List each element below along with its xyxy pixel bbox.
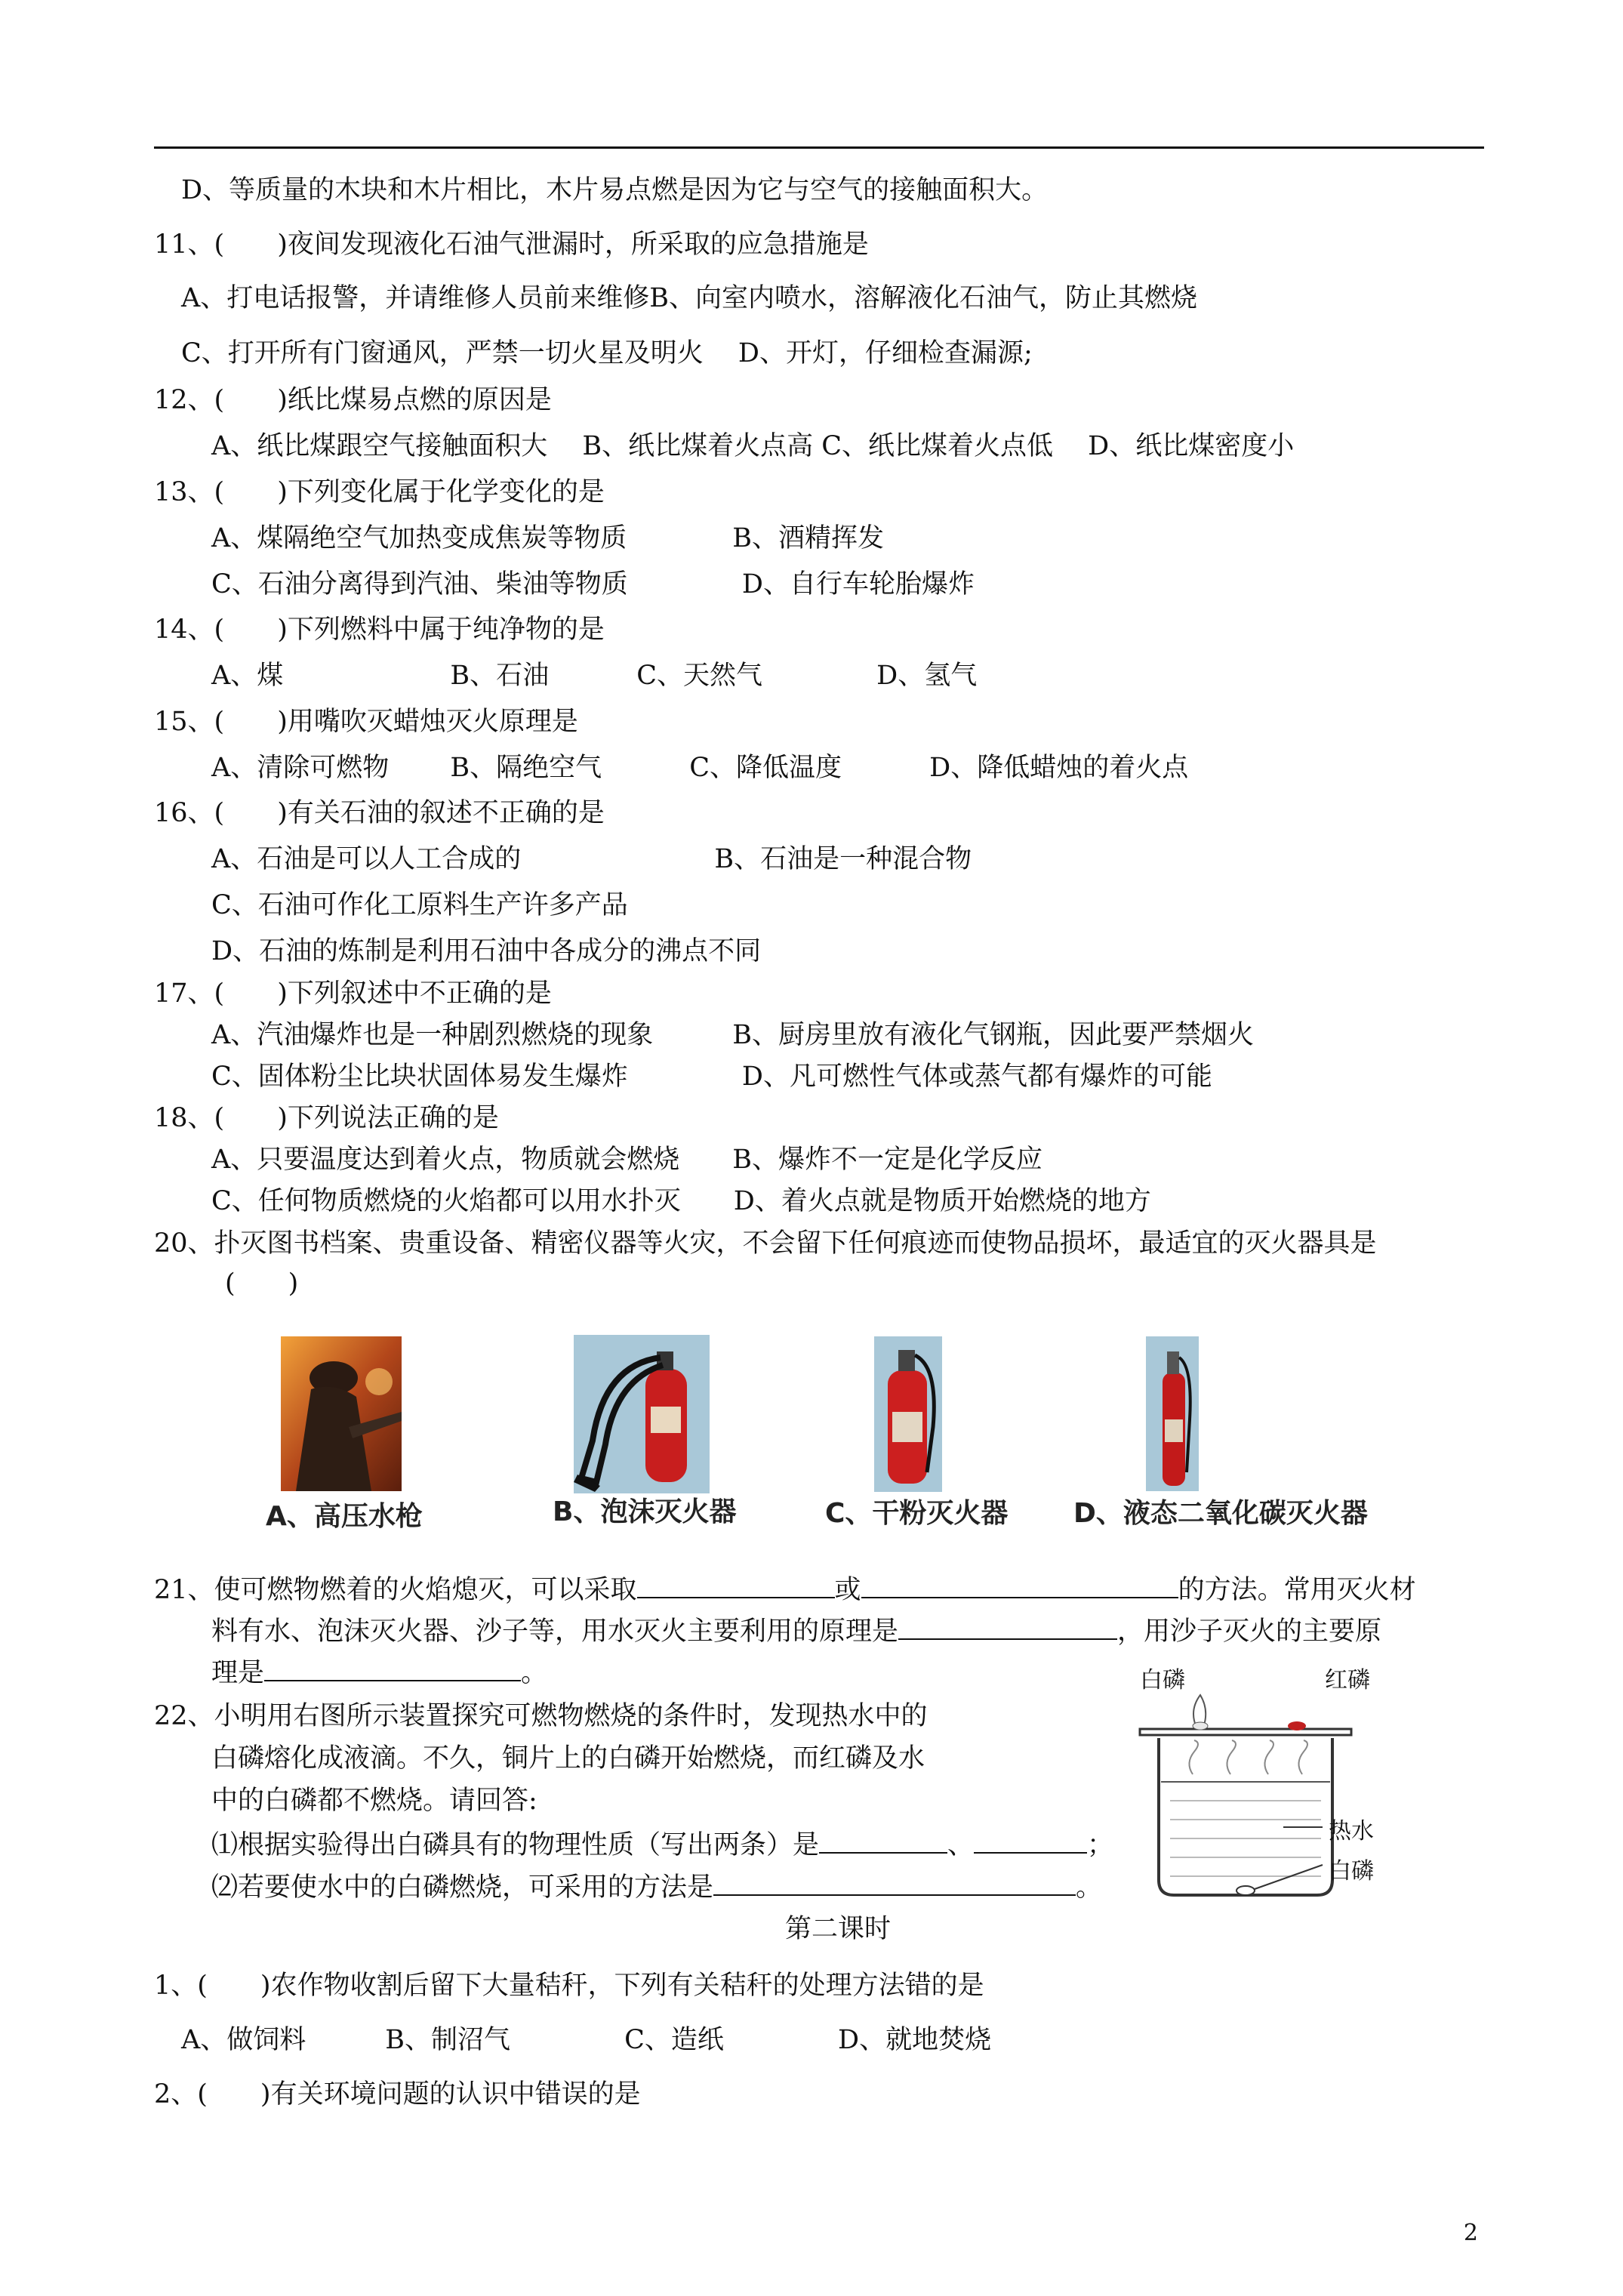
q13-options-ab: A、煤隔绝空气加热变成焦炭等物质 B、酒精挥发 <box>211 523 884 553</box>
q11-stem: 11、( )夜间发现液化石油气泄漏时，所采取的应急措施是 <box>154 230 869 260</box>
q16-options-ab: A、石油是可以人工合成的 B、石油是一种混合物 <box>211 844 972 874</box>
q21-line2 <box>211 1613 1381 1648</box>
foam-extinguisher-photo <box>574 1335 710 1493</box>
q17-options-cd: C、固体粉尘比块状固体易发生爆炸 D、凡可燃性气体或蒸气都有爆炸的可能 <box>211 1062 1212 1092</box>
q21-text-g: 。 <box>521 1658 548 1688</box>
q22-line2: 白磷熔化成液滴。不久，铜片上的白磷开始燃烧，而红磷及水 <box>211 1743 925 1774</box>
q22-text-c: ； <box>1087 1830 1114 1860</box>
q16-option-c: C、石油可作化工原料生产许多产品 <box>211 890 628 920</box>
header-rule <box>154 146 1484 149</box>
q22-line4 <box>211 1826 1113 1862</box>
q13-options-cd: C、石油分离得到汽油、柴油等物质 D、自行车轮胎爆炸 <box>211 569 975 599</box>
q22-line1: 22、小明用右图所示装置探究可燃物燃烧的条件时，发现热水中的 <box>154 1701 928 1731</box>
label-white-phosphorus-top: 白磷 <box>1140 1667 1185 1693</box>
q22-line5 <box>211 1869 1102 1904</box>
q21-blank-2[interactable] <box>861 1571 1178 1598</box>
q22-blank-3[interactable] <box>713 1869 1076 1896</box>
q16-stem: 16、( )有关石油的叙述不正确的是 <box>154 798 605 828</box>
q21-text-f: 理是 <box>211 1658 265 1688</box>
q20-bracket: ( ) <box>225 1268 299 1299</box>
q13-stem: 13、( )下列变化属于化学变化的是 <box>154 477 605 507</box>
q21-text-e: ，用沙子灭火的主要原 <box>1117 1616 1382 1647</box>
q21-text-a: 21、使可燃物燃着的火焰熄灭，可以采取 <box>154 1575 637 1605</box>
dry-powder-extinguisher-photo <box>874 1336 942 1492</box>
q18-stem: 18、( )下列说法正确的是 <box>154 1103 499 1133</box>
q11-options-cd: C、打开所有门窗通风，严禁一切火星及明火 D、开灯，仔细检查漏源; <box>181 338 1033 368</box>
q21-line3 <box>211 1654 547 1690</box>
q21-blank-3[interactable] <box>898 1613 1117 1640</box>
page-number: 2 <box>1463 2220 1478 2246</box>
lesson2-q1-stem: 1、( )农作物收割后留下大量秸秆，下列有关秸秆的处理方法错的是 <box>154 1971 984 2001</box>
q22-text-d: ⑵若要使水中的白磷燃烧，可采用的方法是 <box>211 1872 714 1903</box>
caption-b: B、泡沫灭火器 <box>553 1496 737 1527</box>
firefighter-hose-photo <box>281 1336 402 1491</box>
co2-extinguisher-photo <box>1146 1336 1199 1491</box>
q22-blank-1[interactable] <box>819 1826 947 1854</box>
q22-text-a: ⑴根据实验得出白磷具有的物理性质（写出两条）是 <box>211 1830 820 1860</box>
q17-stem: 17、( )下列叙述中不正确的是 <box>154 978 552 1009</box>
lesson2-q1-options: A、做饲料 B、制沼气 C、造纸 D、就地焚烧 <box>181 2025 992 2055</box>
q12-options: A、纸比煤跟空气接触面积大 B、纸比煤着火点高 C、纸比煤着火点低 D、纸比煤密度小 <box>211 431 1295 461</box>
label-red-phosphorus: 红磷 <box>1325 1667 1370 1693</box>
caption-c: C、干粉灭火器 <box>825 1498 1009 1529</box>
q21-blank-1[interactable] <box>637 1571 835 1598</box>
caption-a: A、高压水枪 <box>266 1501 423 1532</box>
caption-d: D、液态二氧化碳灭火器 <box>1073 1498 1368 1529</box>
q22-line3: 中的白磷都不燃烧。请回答: <box>211 1786 537 1816</box>
lesson2-q2-stem: 2、( )有关环境问题的认识中错误的是 <box>154 2079 641 2110</box>
q22-blank-2[interactable] <box>974 1826 1087 1854</box>
q17-options-ab: A、汽油爆炸也是一种剧烈燃烧的现象 B、厨房里放有液化气钢瓶，因此要严禁烟火 <box>211 1020 1254 1050</box>
q12-stem: 12、( )纸比煤易点燃的原因是 <box>154 385 552 415</box>
q22-text-e: 。 <box>1076 1872 1103 1903</box>
q21-line1 <box>154 1571 1416 1607</box>
q16-option-d: D、石油的炼制是利用石油中各成分的沸点不同 <box>211 936 762 966</box>
q10-option-d: D、等质量的木块和木片相比，木片易点燃是因为它与空气的接触面积大。 <box>181 175 1049 205</box>
q11-options-ab: A、打电话报警，并请维修人员前来维修B、向室内喷水，溶解液化石油气，防止其燃烧 <box>181 283 1197 313</box>
section-title: 第二课时 <box>785 1914 892 1944</box>
q21-text-c: 的方法。常用灭火材 <box>1178 1575 1416 1605</box>
q20-stem: 20、扑灭图书档案、贵重设备、精密仪器等火灾，不会留下任何痕迹而使物品损坏，最适宜的灭火器具是 <box>154 1228 1377 1259</box>
label-white-phosphorus-water: 白磷 <box>1329 1858 1374 1885</box>
q21-blank-4[interactable] <box>264 1654 521 1681</box>
q21-text-d: 料有水、泡沫灭火器、沙子等，用水灭火主要利用的原理是 <box>211 1616 899 1647</box>
q15-options: A、清除可燃物 B、隔绝空气 C、降低温度 D、降低蜡烛的着火点 <box>211 753 1189 783</box>
label-hot-water: 热水 <box>1329 1818 1374 1845</box>
q14-stem: 14、( )下列燃料中属于纯净物的是 <box>154 615 605 645</box>
q21-text-b: 或 <box>834 1575 861 1605</box>
q22-text-b: 、 <box>947 1830 975 1860</box>
q14-options: A、煤 B、石油 C、天然气 D、氢气 <box>211 661 978 691</box>
q15-stem: 15、( )用嘴吹灭蜡烛灭火原理是 <box>154 707 578 737</box>
q18-options-cd: C、任何物质燃烧的火焰都可以用水扑灭 D、着火点就是物质开始燃烧的地方 <box>211 1186 1151 1216</box>
q18-options-ab: A、只要温度达到着火点，物质就会燃烧 B、爆炸不一定是化学反应 <box>211 1145 1042 1175</box>
